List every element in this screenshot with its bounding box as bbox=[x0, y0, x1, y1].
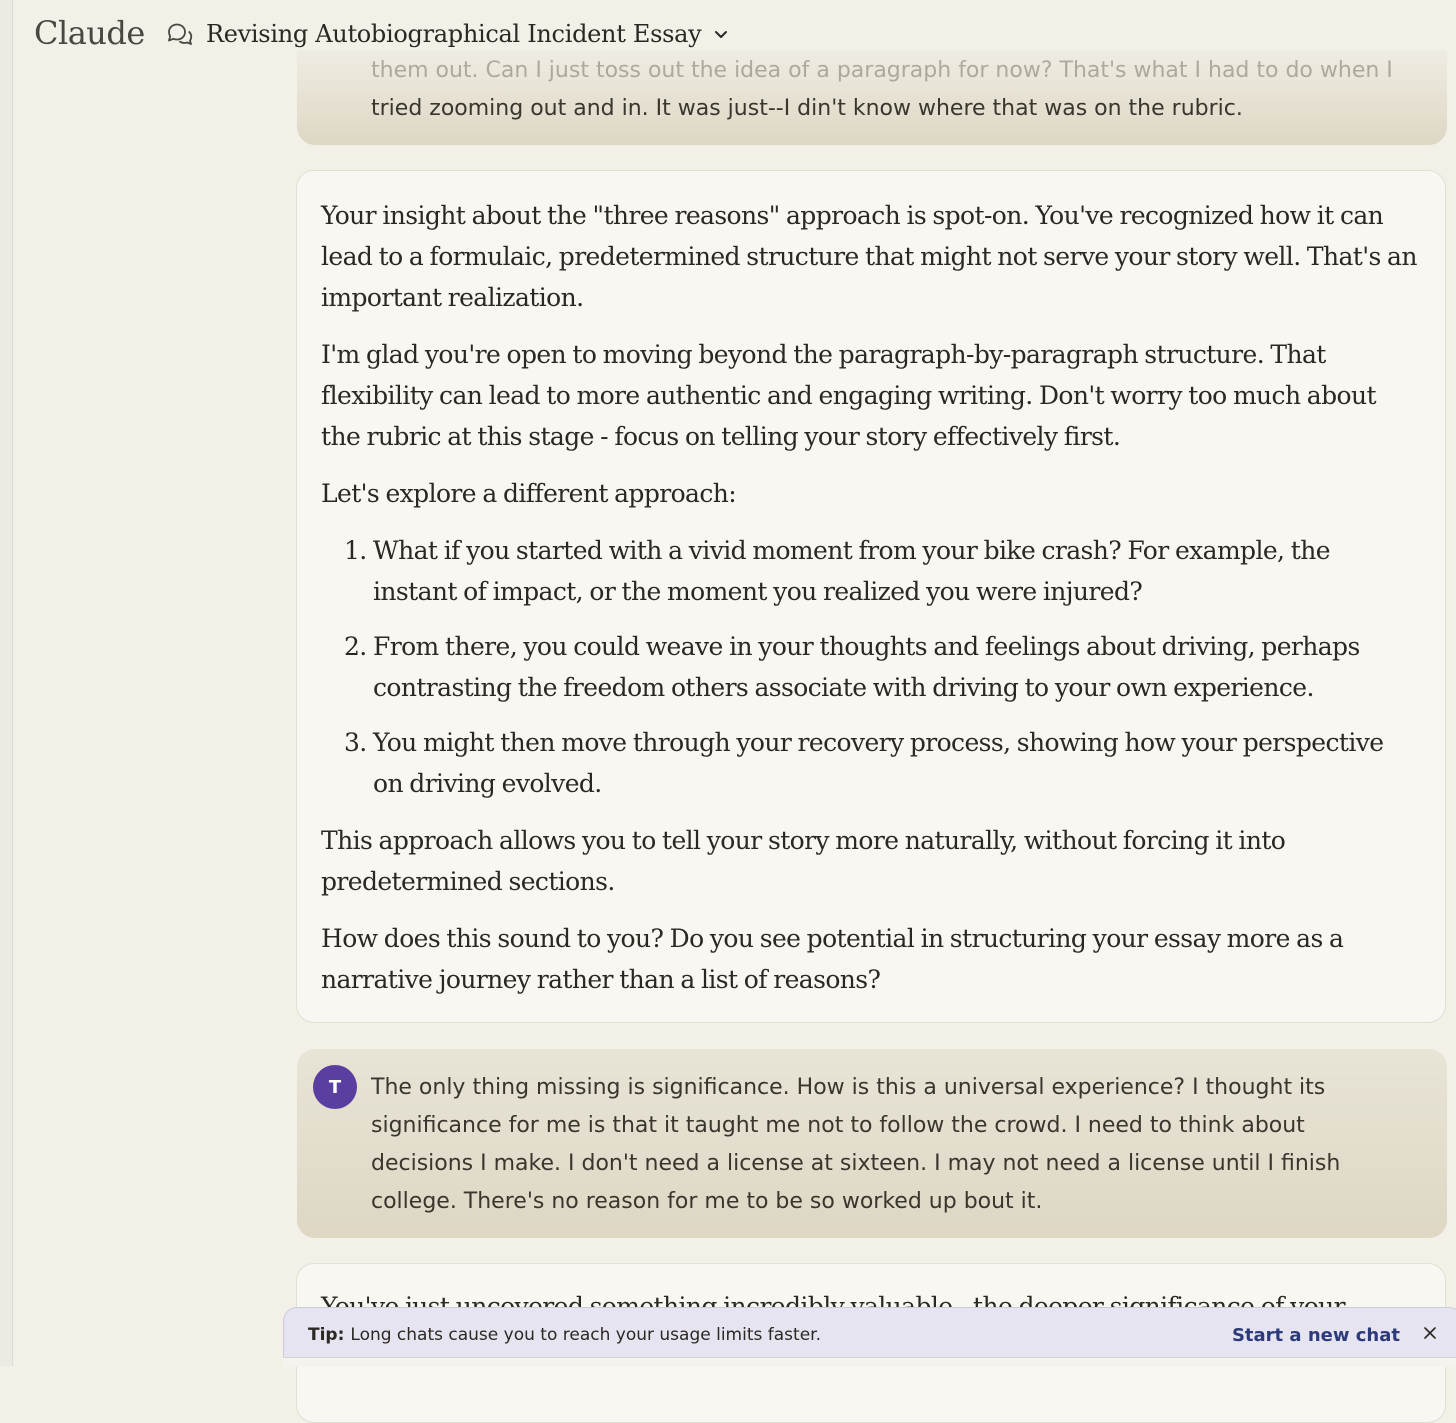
chevron-down-icon bbox=[713, 28, 729, 40]
chat-title: Revising Autobiographical Incident Essay bbox=[206, 20, 702, 48]
assistant-paragraph-2: I'm glad you're open to moving beyond the paragraph-by-paragraph structure. That flexibility can lead to more authentic and engaging writing. Don't worry too much about the rubric at this stage - focus on telling your story effectively first. bbox=[321, 340, 1376, 451]
tip-text: Long chats cause you to reach your usage limits faster. bbox=[350, 1325, 821, 1345]
user-message-previous-text bbox=[371, 52, 1431, 128]
user-message-previous bbox=[297, 50, 1447, 145]
list-item: 3. You might then move through your recovery process, showing how your perspective on driving evolved. bbox=[373, 722, 1419, 804]
assistant-paragraph-4: This approach allows you to tell your story more naturally, without forcing it into predetermined sections. bbox=[321, 826, 1286, 896]
assistant-numbered-list bbox=[321, 530, 1419, 804]
assistant-message bbox=[296, 170, 1446, 1023]
user-message-previous-line-2: tried zooming out and in. It was just--I din't know where that was on the rubric. bbox=[371, 96, 1243, 121]
claude-logo[interactable]: Claude bbox=[34, 14, 145, 52]
tip-label: Tip: bbox=[308, 1325, 345, 1345]
user-message-previous-line-1: them out. Can I just toss out the idea of a paragraph for now? That's what I had to do when I bbox=[371, 58, 1393, 83]
chat-title-menu[interactable] bbox=[166, 20, 729, 48]
assistant-paragraph-1: Your insight about the "three reasons" approach is spot-on. You've recognized how it can lead to a formulaic, predetermined structure that might not serve your story well. That's an important realization. bbox=[321, 201, 1417, 312]
window-left-edge bbox=[0, 0, 13, 1366]
start-new-chat-link[interactable]: Start a new chat bbox=[1231, 1324, 1400, 1346]
list-item: 2. From there, you could weave in your thoughts and feelings about driving, perhaps contrasting the freedom others associate with driving to your own experience. bbox=[373, 626, 1419, 708]
user-message-text: The only thing missing is significance. How is this a universal experience? I thought its significance for me is that it taught me not to follow the crowd. I need to think about decisions I make. I don't need a license at sixteen. I may not need a license until I finish college. There's no reason for me to be so worked up bout it. bbox=[371, 1075, 1341, 1214]
user-message bbox=[297, 1049, 1447, 1238]
chat-bubbles-icon bbox=[166, 21, 194, 47]
avatar: T bbox=[313, 1065, 357, 1109]
close-icon[interactable] bbox=[1422, 1325, 1438, 1345]
assistant-paragraph-5: How does this sound to you? Do you see potential in structuring your essay more as a narrative journey rather than a list of reasons? bbox=[321, 924, 1344, 994]
list-item: 1. What if you started with a vivid moment from your bike crash? For example, the instant of impact, or the moment you realized you were injured? bbox=[373, 530, 1419, 612]
assistant-paragraph-3: Let's explore a different approach: bbox=[321, 479, 737, 508]
